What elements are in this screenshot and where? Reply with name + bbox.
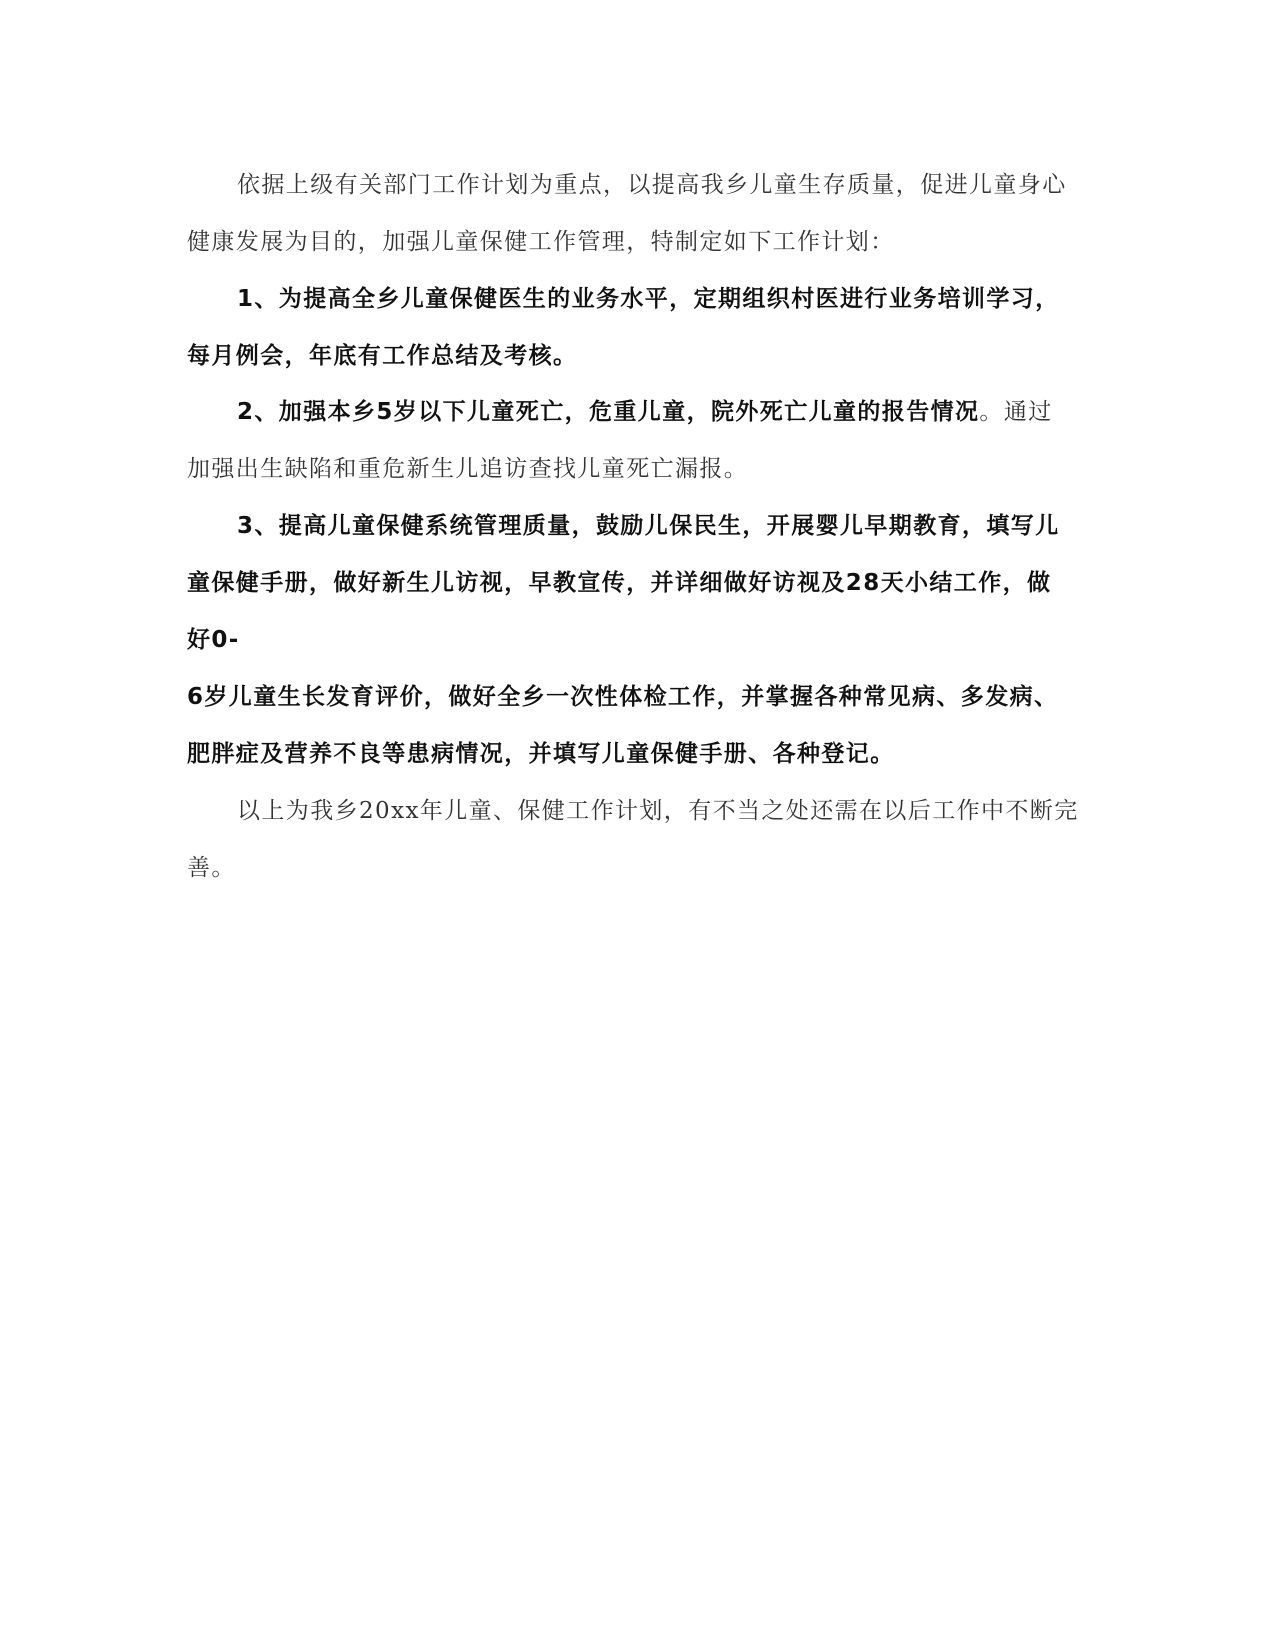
text-line: 童保健手册，做好新生儿访视，早教宣传，并详细做好访视及28天小结工作，做 — [187, 570, 1052, 596]
text-line — [237, 397, 1053, 427]
text-line: 每月例会，年底有工作总结及考核。 — [187, 343, 578, 369]
text-line: 依据上级有关部门工作计划为重点，以提高我乡儿童生存质量，促进儿童身心 — [237, 172, 1067, 198]
text-span-regular: 。通过 — [979, 399, 1053, 425]
text-line: 肥胖症及营养不良等患病情况，并填写儿童保健手册、各种登记。 — [187, 741, 895, 767]
text-line: 6岁儿童生长发育评价，做好全乡一次性体检工作，并掌握各种常见病、多发病、 — [187, 684, 1059, 710]
text-line: 3、提高儿童保健系统管理质量，鼓励儿保民生，开展婴儿早期教育，填写儿 — [237, 513, 1060, 539]
text-line: 善。 — [187, 855, 236, 881]
text-line: 加强出生缺陷和重危新生儿追访查找儿童死亡漏报。 — [187, 456, 749, 482]
text-span-bold: 2、加强本乡5岁以下儿童死亡，危重儿童，院外死亡儿童的报告情况 — [237, 399, 980, 425]
text-line: 健康发展为目的，加强儿童保健工作管理，特制定如下工作计划： — [187, 229, 895, 255]
text-line: 以上为我乡20xx年儿童、保健工作计划，有不当之处还需在以后工作中不断完 — [237, 798, 1079, 824]
text-line: 好0- — [187, 627, 240, 653]
text-line: 1、为提高全乡儿童保健医生的业务水平，定期组织村医进行业务培训学习， — [237, 286, 1060, 312]
